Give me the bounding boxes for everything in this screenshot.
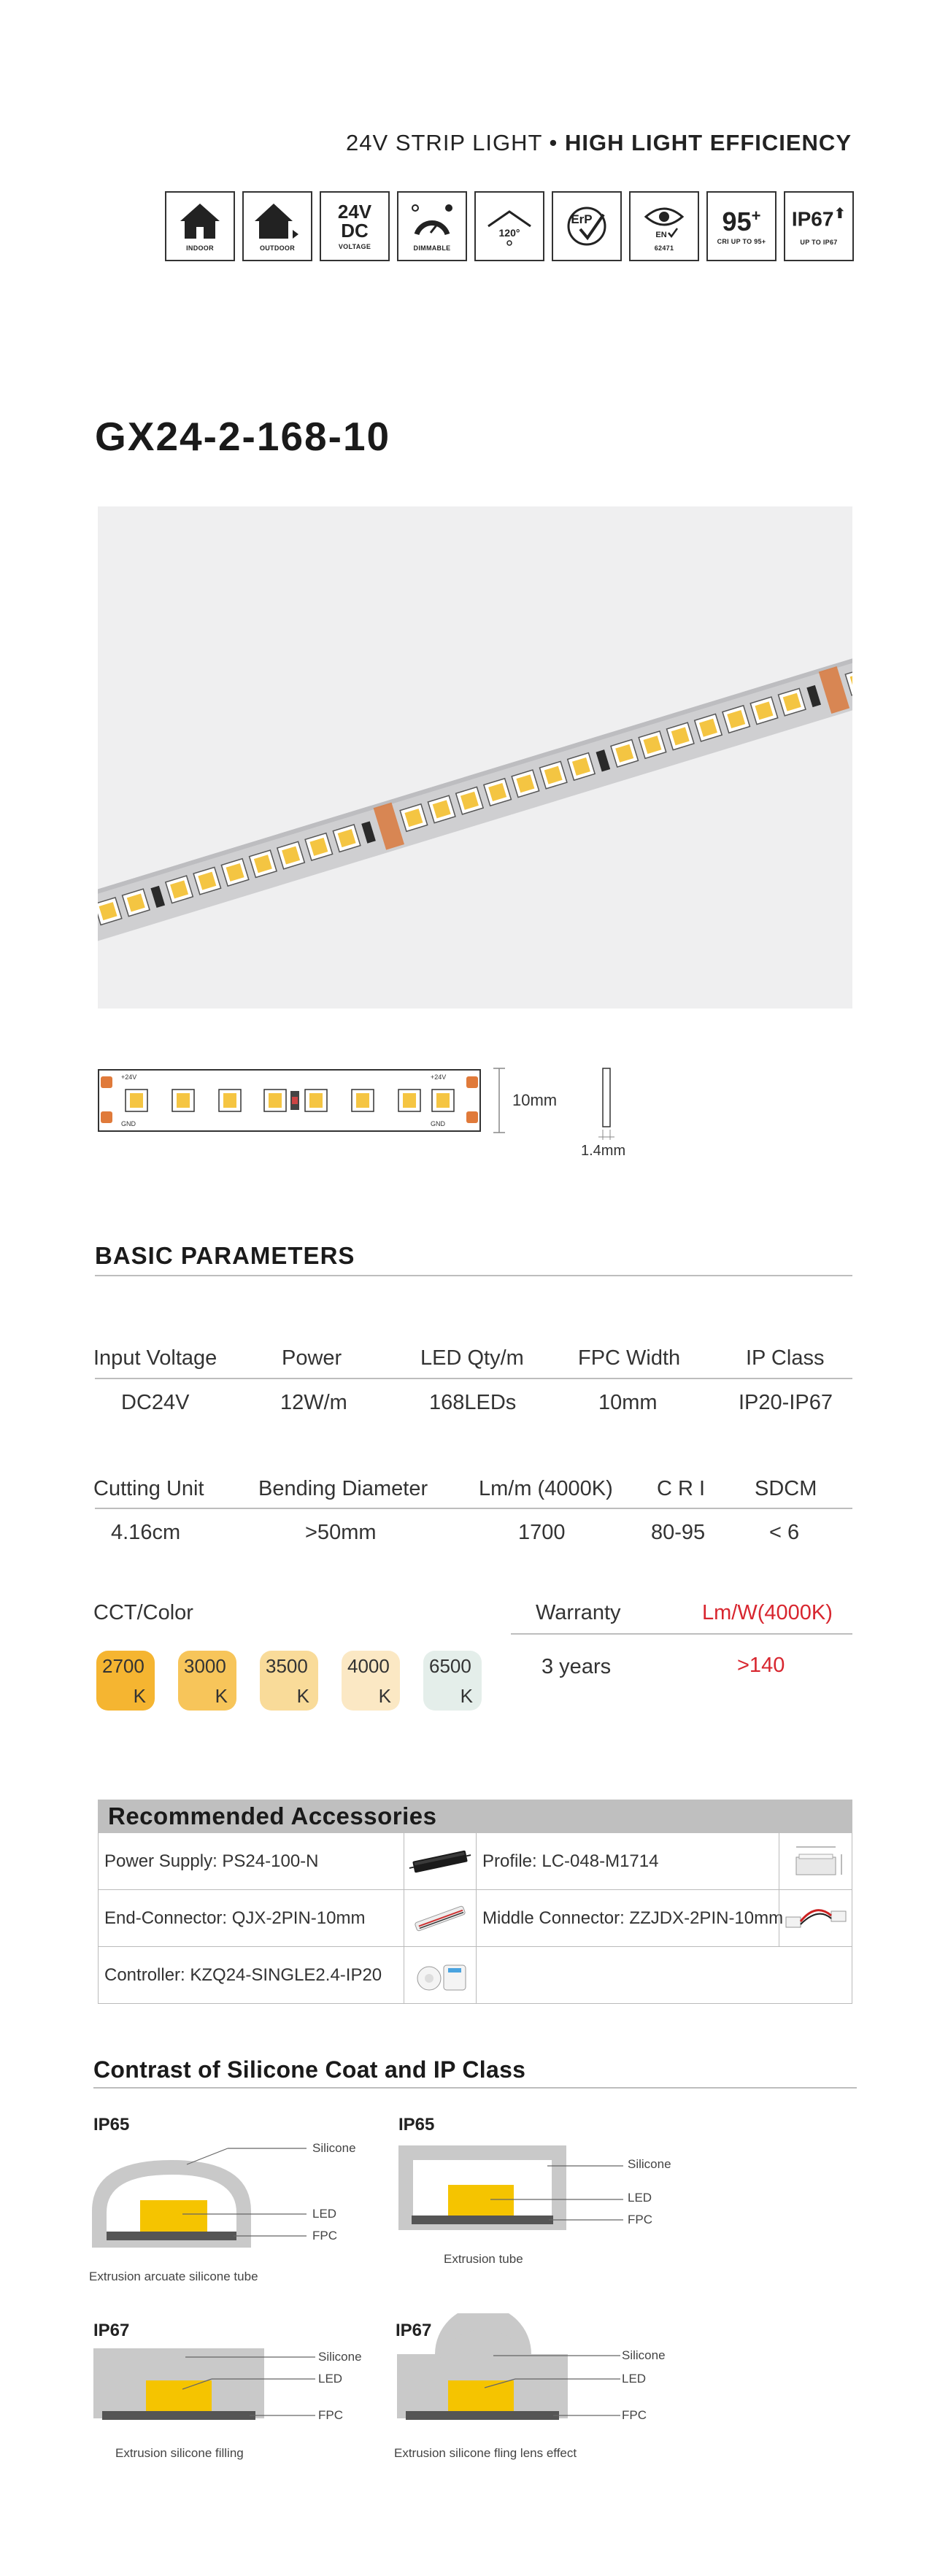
strip-gnd-label-right: GND — [431, 1120, 445, 1127]
voltage-line2: DC — [341, 220, 369, 242]
param-head-cct: CCT/Color — [93, 1601, 193, 1624]
basic-parameters-title: BASIC PARAMETERS — [95, 1242, 355, 1269]
param-head-input-voltage: Input Voltage — [93, 1346, 217, 1370]
svg-text:120°: 120° — [498, 227, 520, 239]
eye-safety-caption: 62471 — [654, 244, 674, 252]
param-val-ip-class: IP20-IP67 — [739, 1391, 833, 1414]
cct-chip — [423, 1651, 482, 1711]
ip-label-2: IP65 — [398, 2115, 435, 2135]
indoor-icon — [165, 191, 235, 261]
voltage-line1: 24V — [337, 201, 372, 223]
accessory-power-supply: Power Supply: PS24-100-N — [104, 1851, 319, 1871]
arcuate-led-label: LED — [312, 2207, 337, 2221]
arcuate-silicone-label: Silicone — [312, 2141, 356, 2155]
accessory-row — [98, 1890, 852, 1947]
cct-chip-unit: K — [133, 1685, 146, 1707]
cct-chip-unit: K — [378, 1685, 391, 1707]
param-val-led-qty: 168LEDs — [429, 1391, 517, 1414]
filling-fpc-label: FPC — [318, 2408, 343, 2422]
accessories-title: Recommended Accessories — [98, 1800, 852, 1833]
param-head-fpc-width: FPC Width — [578, 1346, 681, 1370]
extrusion-tube-diagram — [396, 2138, 702, 2255]
arcuate-fpc-label: FPC — [312, 2229, 337, 2243]
cct-chip — [96, 1651, 155, 1711]
accessory-profile: Profile: LC-048-M1714 — [482, 1851, 659, 1871]
param-head-cri: C R I — [657, 1477, 706, 1500]
dimmable-caption: DIMMABLE — [413, 244, 451, 252]
middle-connector-image — [779, 1890, 852, 1946]
lens-effect-diagram — [391, 2313, 698, 2437]
param-head-sdcm: SDCM — [755, 1477, 817, 1500]
tube-fpc-label: FPC — [628, 2213, 652, 2226]
cct-chip-value: 4000 — [347, 1655, 390, 1677]
svg-text:ErP: ErP — [571, 212, 593, 226]
strip-voltage-label: +24V — [121, 1073, 137, 1081]
param-head-lumens: Lm/m (4000K) — [479, 1477, 613, 1500]
svg-text:EN: EN — [655, 231, 667, 239]
accessory-row — [98, 1833, 852, 1890]
eye-safety-icon — [629, 191, 699, 261]
cct-chip-unit: K — [215, 1685, 228, 1707]
param-val-sdcm: < 6 — [769, 1521, 800, 1544]
outdoor-icon — [242, 191, 312, 261]
lens-caption: Extrusion silicone fling lens effect — [394, 2446, 577, 2460]
param-val-cutting-unit: 4.16cm — [111, 1521, 181, 1544]
param-val-lumens: 1700 — [518, 1521, 566, 1544]
cct-chip — [260, 1651, 318, 1711]
tube-silicone-label: Silicone — [628, 2157, 671, 2171]
thickness-side-view — [591, 1065, 620, 1146]
accessory-controller: Controller: KZQ24-SINGLE2.4-IP20 — [104, 1964, 382, 1985]
tagline-light: 24V STRIP LIGHT — [346, 130, 542, 155]
param-head-led-qty: LED Qty/m — [420, 1346, 524, 1370]
ip-label-4: IP67 — [396, 2321, 432, 2340]
param-val-input-voltage: DC24V — [121, 1391, 190, 1414]
tagline — [346, 130, 852, 156]
end-connector-image — [404, 1890, 477, 1946]
param-row3-rule — [511, 1633, 852, 1635]
cri-icon: 95+ CRI UP TO 95+ — [706, 191, 776, 261]
arcuate-caption: Extrusion arcuate silicone tube — [89, 2270, 258, 2283]
filling-silicone-label: Silicone — [318, 2350, 362, 2364]
strip-leds — [126, 1090, 454, 1111]
cct-chip — [342, 1651, 400, 1711]
param-head-efficacy: Lm/W(4000K) — [702, 1601, 833, 1624]
lens-led-label: LED — [622, 2372, 647, 2386]
contrast-rule — [93, 2087, 857, 2089]
cct-chip-unit: K — [460, 1685, 473, 1707]
param-val-efficacy: >140 — [737, 1654, 785, 1677]
param-val-warranty: 3 years — [542, 1655, 612, 1678]
ip-rating-icon: IP67⬆ UP TO IP67 — [784, 191, 854, 261]
power-supply-image — [404, 1833, 477, 1889]
cri-number: 95 — [722, 206, 752, 236]
ip-rating-text: IP67 — [791, 207, 834, 231]
ip-label-1: IP65 — [93, 2115, 130, 2135]
width-dimension-line — [485, 1064, 514, 1137]
cct-chip-value: 3000 — [184, 1655, 226, 1677]
tagline-dot: • — [549, 130, 558, 155]
strip-gnd-label: GND — [121, 1120, 136, 1127]
tube-caption: Extrusion tube — [444, 2252, 523, 2266]
ip-label-3: IP67 — [93, 2321, 130, 2340]
thickness-dimension-label: 1.4mm — [581, 1143, 626, 1159]
param-head-power: Power — [282, 1346, 342, 1370]
cct-chip-value: 2700 — [102, 1655, 144, 1677]
accessories-table — [98, 1800, 852, 2004]
contrast-title: Contrast of Silicone Coat and IP Class — [93, 2056, 526, 2083]
accessory-end-connector: End-Connector: QJX-2PIN-10mm — [104, 1908, 366, 1928]
accessory-row — [98, 1947, 852, 2004]
erp-icon — [552, 191, 622, 261]
voltage-caption: VOLTAGE — [338, 243, 371, 250]
tube-led-label: LED — [628, 2191, 652, 2205]
cct-chip-unit: K — [296, 1685, 309, 1707]
param-head-bending-diameter: Bending Diameter — [258, 1477, 428, 1500]
feature-icon-row — [165, 191, 854, 261]
filling-caption: Extrusion silicone filling — [115, 2446, 244, 2460]
param-head-warranty: Warranty — [536, 1601, 621, 1624]
voltage-icon — [320, 191, 390, 261]
filling-led-label: LED — [318, 2372, 343, 2386]
lens-fpc-label: FPC — [622, 2408, 647, 2422]
param-head-cutting-unit: Cutting Unit — [93, 1477, 204, 1500]
led-strip-photo — [98, 506, 852, 1009]
param-val-cri: 80-95 — [651, 1521, 706, 1544]
cct-chip-value: 6500 — [429, 1655, 471, 1677]
param-head-ip-class: IP Class — [746, 1346, 825, 1370]
accessory-empty-cell — [477, 1947, 852, 2003]
lens-silicone-label: Silicone — [622, 2348, 666, 2362]
beam-angle-icon — [474, 191, 544, 261]
accessory-middle-connector: Middle Connector: ZZJDX-2PIN-10mm — [482, 1908, 784, 1928]
dimmable-icon — [397, 191, 467, 261]
param-val-fpc-width: 10mm — [598, 1391, 658, 1414]
product-photo — [98, 506, 852, 1009]
cct-chip — [178, 1651, 236, 1711]
cri-caption: CRI UP TO 95+ — [717, 237, 766, 245]
width-dimension-label: 10mm — [512, 1091, 558, 1109]
param-val-bending-diameter: >50mm — [305, 1521, 377, 1544]
cct-chip-value: 3500 — [266, 1655, 308, 1677]
profile-image — [779, 1833, 852, 1889]
param-row2-rule — [95, 1508, 852, 1509]
basic-parameters-rule — [95, 1275, 852, 1276]
outdoor-caption: OUTDOOR — [259, 244, 296, 252]
controller-image — [404, 1947, 477, 2003]
tagline-bold: HIGH LIGHT EFFICIENCY — [565, 130, 852, 155]
ip-rating-caption: UP TO IP67 — [800, 238, 838, 246]
param-row1-rule — [95, 1378, 852, 1379]
strip-voltage-label-right: +24V — [431, 1073, 447, 1081]
strip-dimension-drawing — [98, 1069, 481, 1132]
param-val-power: 12W/m — [280, 1391, 347, 1414]
model-title: GX24-2-168-10 — [95, 414, 391, 459]
indoor-caption: INDOOR — [186, 244, 214, 252]
